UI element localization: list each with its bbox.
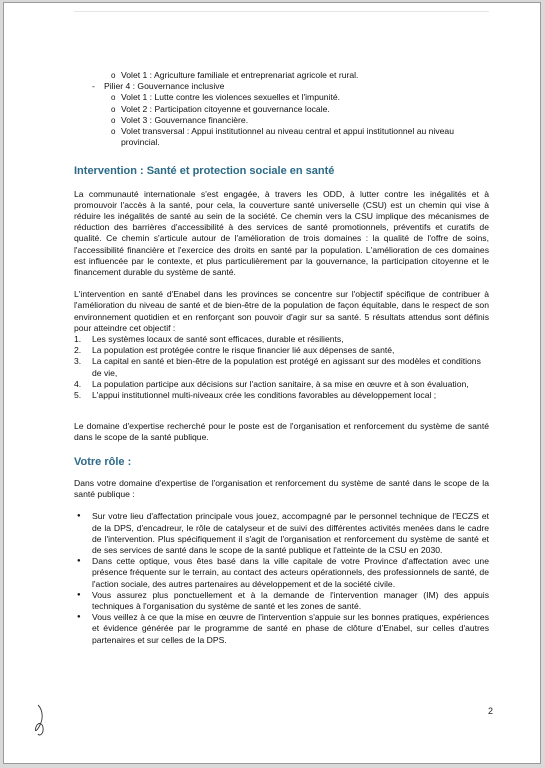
page-content xyxy=(74,70,489,646)
list-item: ● Dans cette optique, vous êtes basé dans la ville capitale de votre Province d'affectation avec une présence fréquente sur le terrain, au contact des acteurs opérationnels, des professionnels de santé, de l'action sociale, des autres partenaires au développement et de la société civile. xyxy=(74,556,489,590)
list-item: o Volet 2 : Participation citoyenne et gouvernance locale. xyxy=(104,104,489,115)
list-item: ● Vous veillez à ce que la mise en œuvre de l'intervention s'appuie sur les bonnes pratiques, expériences et évidence générée par le programme de santé en phase de clôture d'Enabel, sur celles d'autres partenaires et sur celles de la DPS. xyxy=(74,612,489,646)
results-list xyxy=(74,334,489,401)
signature-mark xyxy=(32,703,50,737)
top-rule xyxy=(74,11,489,12)
list-item: 1. Les systèmes locaux de santé sont efficaces, durable et résilients, xyxy=(74,334,344,345)
list-item: 5. L'appui institutionnel multi-niveaux crée les conditions favorables au développement local ; xyxy=(74,390,437,401)
pilier4-label: - Pilier 4 : Gouvernance inclusive xyxy=(92,81,489,92)
paragraph: Le domaine d'expertise recherché pour le poste est de l'organisation et renforcement du système de santé dans le scope de la santé publique. xyxy=(74,421,489,443)
list-item: 4. La population participe aux décisions sur l'action sanitaire, à sa mise en œuvre et à son évaluation, xyxy=(74,378,469,389)
list-item: o Volet 1 : Lutte contre les violences sexuelles et l'impunité. xyxy=(104,92,489,103)
section-heading-role: Votre rôle : xyxy=(74,455,132,468)
list-item: o Volet 3 : Gouvernance financière. xyxy=(104,115,489,126)
paragraph: L'intervention en santé d'Enabel dans les provinces se concentre sur l'objectif spécifique de contribuer à l'amélioration du niveau de santé et de bien-être de la population de façon équitable, dans le respect de son environnement quotidien et en renforçant son pouvoir d'agir sur sa santé. 5 résultats attendus sont définis pour atteindre cet objectif : xyxy=(74,289,489,333)
roles-list xyxy=(74,511,489,645)
list-item: ● Sur votre lieu d'affectation principale vous jouez, accompagné par le personnel technique de l'ECZS et de la DPS, d'encadreur, le rôle de catalyseur et de suivi des différentes activités menées dans le cadre de l'intervention. Plus spécifiquement il s'agit de l'organisation et renforcement du système de santé et de ses services de santé dans le scope de la santé publique et l'atteinte de la CSU en 2030. xyxy=(74,511,489,556)
list-item: o Volet transversal : Appui institutionnel au niveau central et appui institutionnel au niveau provincial. xyxy=(104,126,489,148)
list-item: o Volet 1 : Agriculture familiale et entreprenariat agricole et rural. xyxy=(104,70,489,81)
section-heading-intervention: Intervention : Santé et protection sociale en santé xyxy=(74,165,335,178)
paragraph: Dans votre domaine d'expertise de l'organisation et renforcement du système de santé dans le scope de la santé publique : xyxy=(74,477,489,500)
page-number: 2 xyxy=(487,706,493,716)
list-item: 2. La population est protégée contre le risque financier lié aux dépenses de santé, xyxy=(74,345,395,356)
pilier4-volets xyxy=(104,92,489,148)
document-page xyxy=(3,2,541,764)
list-item: ● Vous assurez plus ponctuellement et à la demande de l'intervention manager (IM) des appuis techniques à l'organisation du système de santé et les zones de santé. xyxy=(74,590,489,612)
list-item: 3. La capital en santé et bien-être de la population est protégé en agissant sur des modèles et conditions de vie, xyxy=(74,356,481,378)
pilier3-volets xyxy=(104,70,489,81)
paragraph: La communauté internationale s'est engagée, à travers les ODD, à lutter contre les inégalités et à promouvoir l'accès à la santé, pour cela, la couverture santé universelle (CSU) est un chemin qui vise à réduire les inégalités de santé au sein de la société. Ce chemin vers la CSU implique des mécanismes de réduction des barrières d'accessibilité à des services de santé promotionnels, préventifs et curatifs de qualité. Ce chemin s'articule autour de l'amélioration de trois domaines : la qualité de l'offre de soins, l'accessibilité financière et l'exercice des droits en santé par la population. L'amélioration de ces domaines est influencée par le contexte, et plus particulièrement par la gouvernance, la participation citoyenne et le financement durable du système de santé. xyxy=(74,188,489,278)
